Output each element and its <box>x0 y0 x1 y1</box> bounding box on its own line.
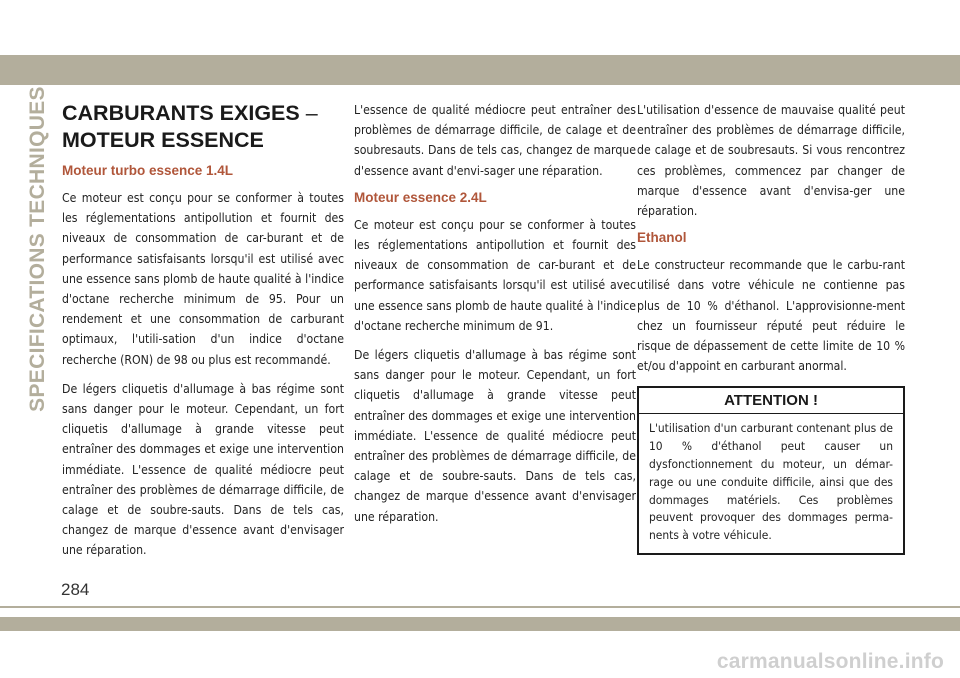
column-2 <box>354 100 636 536</box>
paragraph-knock-warning-1: De légers cliquetis d'allumage à bas régime sont sans danger pour le moteur. Cependant, un fort cliquetis d'allumage à grande vitesse peut entraîner des dommages et exige une intervention immédiate. L'essence de qualité médiocre peut entraîner des problèmes de démarrage difficile, de calage et de soubre-sauts. Dans de tels cas, changez de marque d'essence avant d'envisager une réparation. <box>62 381 344 558</box>
page-title-main: CARBURANTS EXIGES <box>62 101 300 125</box>
paragraph-bad-fuel-usage: L'utilisation d'essence de mauvaise qualité peut entraîner des problèmes de démarrage difficile, de calage et de soubresauts. Si vous rencontrez ces problèmes, commencez par changer de marque d'essence avant d'envisa-ger une réparation. <box>637 103 905 219</box>
subheading-turbo-1-4l: Moteur turbo essence 1.4L <box>62 163 234 178</box>
paragraph-turbo-conformity: Ce moteur est conçu pour se conformer à toutes les réglementations antipollution et fournit des niveaux de consommation de car-burant et de performance satisfaisants lorsqu'il est utilisé avec une essence sans plomb de haute qualité à l'indice d'octane recherche minimum de 95. Pour un rendement et une consommation de carburant optimaux, l'utili-sation d'un indice d'octane recherche (RON) de 98 ou plus est recommandé. <box>62 191 344 367</box>
subheading-essence-2-4l: Moteur essence 2.4L <box>354 189 487 205</box>
page-title-dash: – <box>299 101 318 125</box>
watermark: carmanualsonline.info <box>716 650 944 673</box>
paragraph-knock-warning-2: De légers cliquetis d'allumage à bas régime sont sans danger pour le moteur. Cependant, un fort cliquetis d'allumage à grande vitesse peut entraîner des dommages et exige une intervention immédiate. L'essence de qualité médiocre peut entraîner des problèmes de démarrage difficile, de calage et de soubre-sauts. Dans de tels cas, changez de marque d'essence avant d'envisager une réparation. <box>354 348 636 524</box>
column-1 <box>62 100 344 570</box>
section-side-tab-label: SPECIFICATIONS TECHNIQUES <box>26 86 50 412</box>
attention-text: L'utilisation d'un carburant contenant plus de 10 % d'éthanol peut causer un dysfonctionnement du moteur, un démar-rage ou une conduite difficile, ainsi que des dommages matériels. Ces problèmes peuvent provoquer des dommages perma-nents à votre véhicule. <box>649 421 893 543</box>
footer-rule <box>0 606 960 608</box>
page-title <box>62 100 344 154</box>
paragraph-2-4l-conformity: Ce moteur est conçu pour se conformer à toutes les réglementations antipollution et fournit des niveaux de consommation de car-burant et de performance satisfaisants lorsqu'il est utilisé avec une essence sans plomb de haute qualité à l'indice d'octane recherche minimum de 91. <box>354 217 636 333</box>
top-margin <box>0 0 960 55</box>
attention-box <box>637 386 905 555</box>
section-side-tab <box>26 86 50 412</box>
paragraph-poor-quality-fuel: L'essence de qualité médiocre peut entraîner des problèmes de démarrage difficile, de calage et de soubresauts. Dans de tels cas, changez de marque d'essence avant d'envi-sager une réparation. <box>354 103 636 178</box>
subheading-ethanol: Ethanol <box>637 230 687 246</box>
header-band <box>0 55 960 85</box>
footer-band <box>0 617 960 631</box>
attention-title: ATTENTION ! <box>639 388 903 414</box>
page-title-line2: MOTEUR ESSENCE <box>62 128 264 152</box>
column-3 <box>637 100 905 555</box>
page-number: 284 <box>61 580 90 599</box>
paragraph-ethanol-recommendation: Le constructeur recommande que le carbu-rant utilisé dans votre véhicule ne contienne pas plus de 10 % d'éthanol. L'approvisionne-ment chez un fournisseur réputé peut réduire le risque de dépassement de cette limite de 10 % et/ou d'appoint en carburant anormal. <box>637 258 905 374</box>
